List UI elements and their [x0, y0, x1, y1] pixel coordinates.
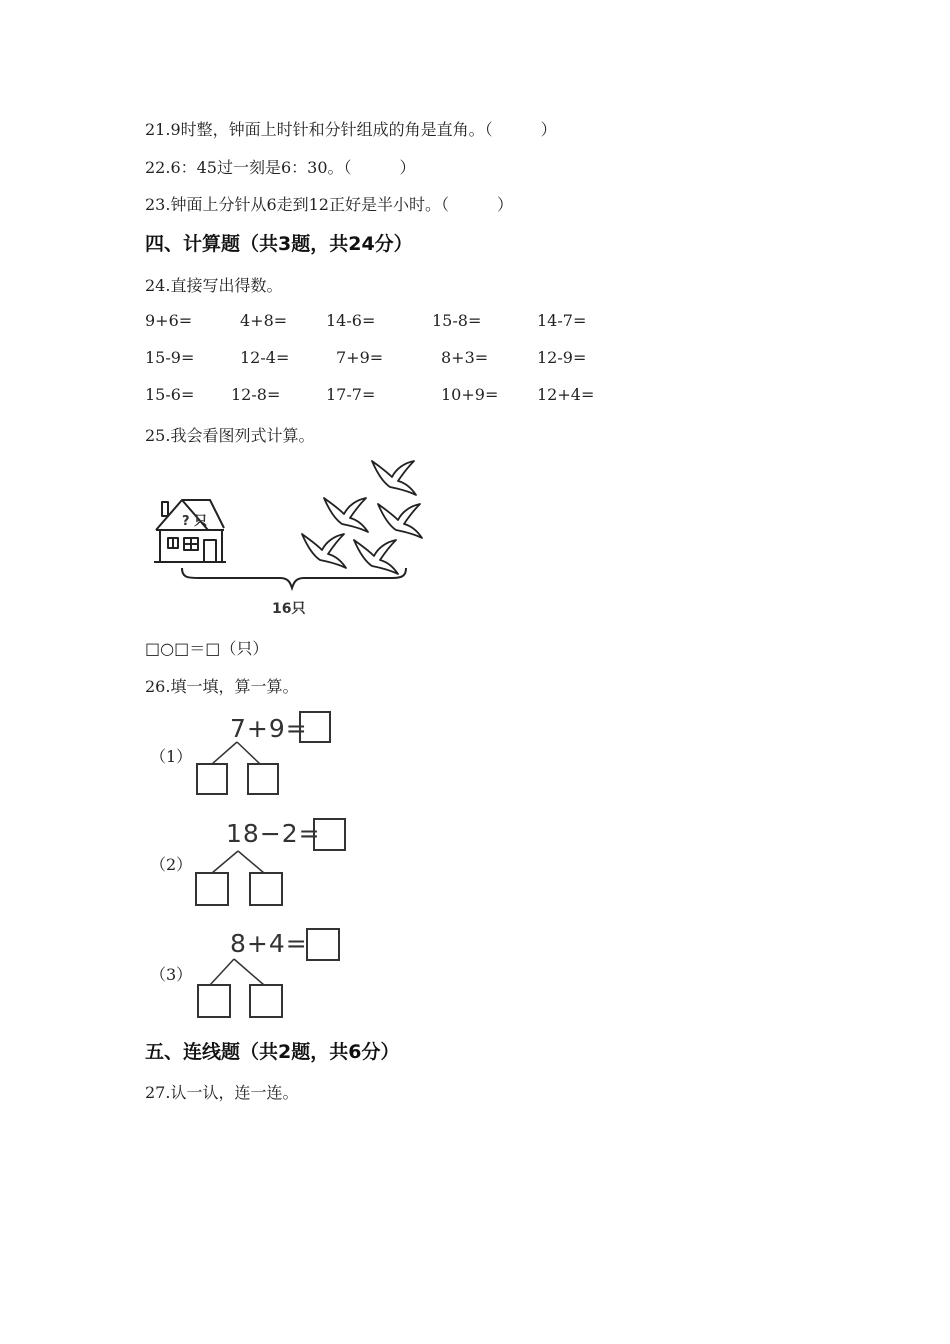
- split-line: [210, 959, 234, 985]
- part-3-label: （3）: [150, 965, 193, 984]
- operand-a: 8: [230, 929, 247, 958]
- calc-cell: 15-8=: [432, 311, 482, 330]
- section-5-heading: 五、连线题（共2题，共6分）: [145, 1041, 400, 1063]
- bird-icon: [372, 461, 416, 495]
- part-2-split-diagram: [190, 815, 355, 910]
- calc-cell: 17-7=: [326, 385, 376, 404]
- calc-cell: 12-4=: [240, 348, 290, 367]
- question-25-title: 25.我会看图列式计算。: [145, 426, 315, 445]
- part-1-label: （1）: [150, 747, 193, 766]
- part-3-split-diagram: [190, 925, 350, 1020]
- equals: =: [285, 929, 308, 958]
- calc-cell: 9+6=: [145, 311, 193, 330]
- calc-cell: 4+8=: [240, 311, 288, 330]
- birds-icon: [302, 461, 422, 574]
- answer-box[interactable]: [300, 712, 330, 742]
- operator: +: [246, 714, 269, 743]
- operand-b: 4: [268, 929, 286, 958]
- tf-item-23: 23.钟面上分针从6走到12正好是半小时。（ ）: [145, 195, 513, 214]
- question-24-title: 24.直接写出得数。: [145, 276, 283, 295]
- bird-icon: [302, 534, 346, 568]
- split-box[interactable]: [196, 873, 228, 905]
- answer-box[interactable]: [314, 819, 345, 850]
- calc-cell: 14-6=: [326, 311, 376, 330]
- calc-cell: 15-6=: [145, 385, 195, 404]
- part-1-split-diagram: [190, 708, 340, 800]
- bird-icon: [324, 498, 368, 532]
- house-unknown-label: ? 只: [182, 514, 208, 529]
- split-line: [237, 742, 260, 764]
- part-2-label: （2）: [150, 855, 193, 874]
- split-line: [238, 851, 264, 873]
- split-box[interactable]: [197, 764, 227, 794]
- split-line: [212, 742, 237, 764]
- bird-icon: [354, 540, 398, 574]
- answer-template: □○□＝□（只）: [145, 639, 269, 658]
- total-brace: [182, 568, 406, 588]
- equals: =: [285, 714, 308, 743]
- operand-a: 18: [226, 819, 260, 848]
- question-27-title: 27.认一认，连一连。: [145, 1083, 299, 1102]
- split-box[interactable]: [250, 985, 282, 1017]
- split-box[interactable]: [198, 985, 230, 1017]
- section-4-heading: 四、计算题（共3题，共24分）: [145, 233, 413, 255]
- total-label: 16只: [272, 601, 306, 617]
- calc-cell: 12-8=: [231, 385, 281, 404]
- calc-cell: 15-9=: [145, 348, 195, 367]
- calc-cell: 10+9=: [441, 385, 499, 404]
- tf-item-22: 22.6：45过一刻是6：30。（ ）: [145, 158, 416, 177]
- calc-cell: 12+4=: [537, 385, 595, 404]
- calc-cell: 12-9=: [537, 348, 587, 367]
- split-line: [212, 851, 238, 873]
- operand-b: 2: [281, 819, 299, 848]
- operator: +: [246, 929, 269, 958]
- answer-box[interactable]: [307, 929, 339, 960]
- equals: =: [298, 819, 321, 848]
- split-box[interactable]: [248, 764, 278, 794]
- operand-b: 9: [268, 714, 286, 743]
- calc-cell: 14-7=: [537, 311, 587, 330]
- bird-icon: [378, 504, 422, 538]
- tf-item-21: 21.9时整，钟面上时针和分针组成的角是直角。（ ）: [145, 120, 557, 139]
- question-26-title: 26.填一填，算一算。: [145, 677, 299, 696]
- split-line: [234, 959, 264, 985]
- operator: −: [259, 819, 282, 848]
- split-box[interactable]: [250, 873, 282, 905]
- calc-cell: 7+9=: [336, 348, 384, 367]
- operand-a: 7: [230, 714, 247, 743]
- calc-cell: 8+3=: [441, 348, 489, 367]
